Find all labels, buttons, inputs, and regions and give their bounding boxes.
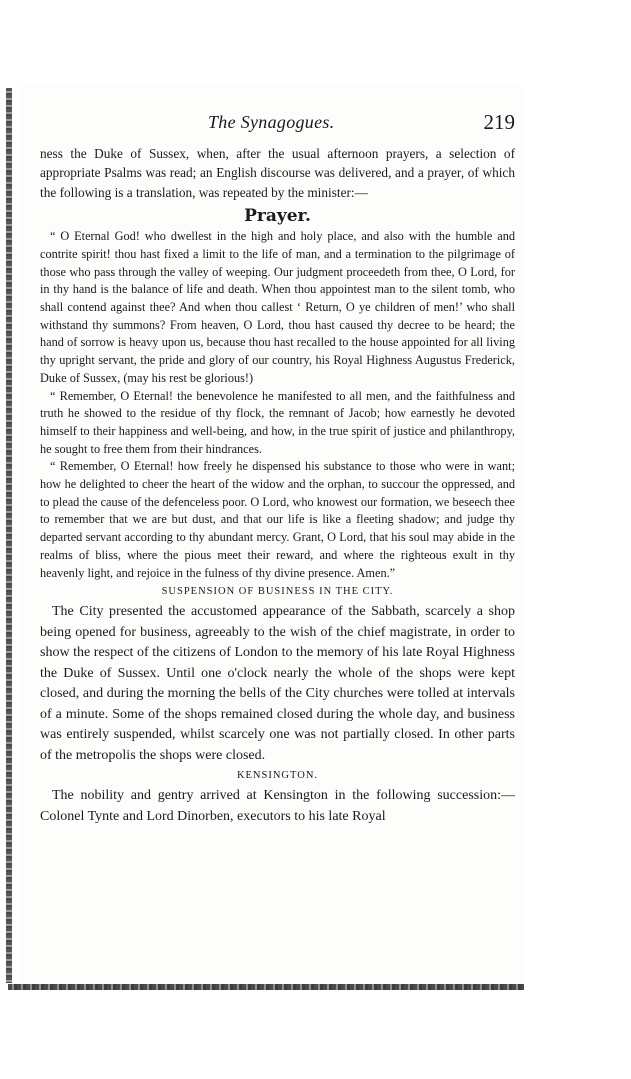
running-title: The Synagogues. xyxy=(208,112,335,132)
book-page xyxy=(18,84,523,984)
page-border-left xyxy=(6,88,12,983)
page-body xyxy=(40,144,515,827)
page-border-bottom xyxy=(8,984,524,990)
kensington-paragraph: The nobility and gentry arrived at Kensington in the following succession:—Colonel Tynte and Lord Dinorben, executors to his late Royal xyxy=(40,788,515,824)
prayer-paragraph: “ O Eternal God! who dwellest in the high and holy place, and also with the humble and contrite spirit! thou hast fixed a limit to the life of man, and a termination to the pilgrimage of those who pass through the valley of weeping. Our judgment proceedeth from thee, O Lord, for in thy hand is the balance of life and death. When thou appointest man to the silent tomb, who shall contend against thee? And when thou callest ‘ Return, O ye children of men!’ who shall withstand thy summons? From heaven, O Lord, thou hast caused thy decree to be heard; the hand of sorrow is heavy upon us, because thou hast recalled to the house appointed for all living thy upright servant, the pride and glory of our country, his Royal Highness Augustus Frederick, Duke of Sussex, (may his rest be glorious!) xyxy=(40,229,515,385)
prayer-heading: Prayer. xyxy=(244,206,311,227)
page-number: 219 xyxy=(483,110,515,134)
opening-paragraph: ness the Duke of Sussex, when, after the usual afternoon prayers, a selection of appropriate Psalms was read; an English discourse was delivered, and a prayer, of which the following is a translation, was repeated by the minister:— xyxy=(40,146,515,200)
city-paragraph: The City presented the accustomed appearance of the Sabbath, scarcely a shop being opened for business, agreeably to the wish of the chief magistrate, in order to show the respect of the citizens of London to the memory of his late Royal Highness the Duke of Sussex. Until one o'clock nearly the whole of the shops were kept closed, and during the morning the bells of the City churches were tolled at intervals of a minute. Some of the shops remained closed during the whole day, and business was entirely suspended, whilst scarcely one was not partially closed. In other parts of the metropolis the shops were closed. xyxy=(40,604,515,763)
prayer-paragraph: “ Remember, O Eternal! the benevolence he manifested to all men, and the faithfulness and truth he showed to the residue of thy flock, the remnant of Jacob; how earnestly he devoted himself to their happiness and well-being, and how, in the true spirit of justice and philanthropy, he sought to free them from their hindrances. xyxy=(40,388,515,456)
section-heading-city: SUSPENSION OF BUSINESS IN THE CITY. xyxy=(161,586,394,598)
running-header xyxy=(18,112,523,142)
prayer-text xyxy=(40,228,515,582)
section-heading-kensington: KENSINGTON. xyxy=(236,770,319,782)
prayer-paragraph: “ Remember, O Eternal! how freely he dispensed his substance to those who were in want; how he delighted to cheer the heart of the widow and the orphan, to succour the oppressed, and to plead the cause of the defenceless poor. O Lord, who knowest our formation, we beseech thee to remember that we are but dust, and that our life is like a fleeting shadow; and judge thy departed servant according to thy abundant mercy. Grant, O Lord, that his soul may abide in the realms of bliss, where the pious meet their reward, and where the righteous exult in thy heavenly light, and rejoice in the fulness of thy divine presence. Amen.” xyxy=(40,459,515,580)
